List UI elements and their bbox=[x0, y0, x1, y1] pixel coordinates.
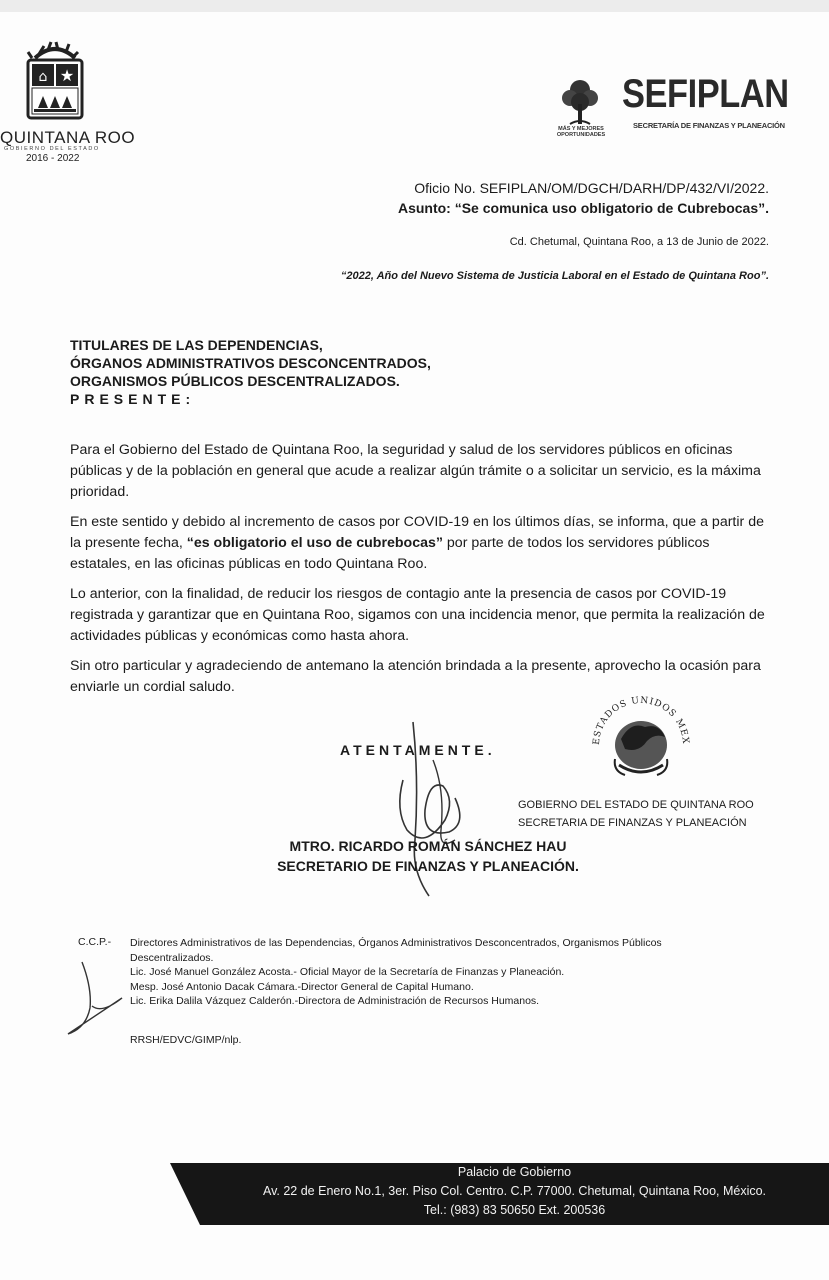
subject-line: Asunto: “Se comunica uso obligatorio de Cubrebocas”. bbox=[397, 200, 769, 216]
seal-text: ESTADOS UNIDOS MEX bbox=[591, 695, 691, 746]
svg-text:★: ★ bbox=[59, 66, 75, 85]
administration-years: 2016 - 2022 bbox=[26, 153, 80, 164]
footer-line: Palacio de Gobierno bbox=[457, 1165, 572, 1179]
initials-signature-icon bbox=[62, 958, 132, 1038]
state-name: QUINTANA ROO bbox=[0, 128, 136, 147]
mexican-coat-of-arms-icon bbox=[585, 683, 697, 795]
addressee-block bbox=[70, 336, 431, 408]
place-and-date: Cd. Chetumal, Quintana Roo, a 13 de Junio de 2022. bbox=[509, 236, 769, 248]
signer-title: SECRETARIO DE FINANZAS Y PLANEACIÓN. bbox=[277, 858, 579, 874]
paragraph-text: por parte de todos los servidores públicos estatales, en las oficinas públicas en todo Quintana Roo. bbox=[70, 535, 710, 572]
year-motto: “2022, Año del Nuevo Sistema de Justicia Laboral en el Estado de Quintana Roo”. bbox=[340, 270, 769, 282]
footer-address bbox=[200, 1163, 829, 1225]
seal-caption bbox=[518, 796, 754, 832]
body-paragraph-2 bbox=[70, 512, 770, 575]
svg-text:⌂: ⌂ bbox=[38, 69, 48, 85]
ccp-item: Descentralizados. bbox=[130, 951, 214, 964]
state-government-label: GOBIERNO DEL ESTADO bbox=[4, 146, 100, 152]
slogan-label: MÁS Y MEJORES OPORTUNIDADES bbox=[556, 126, 606, 138]
paragraph-text: En este sentido y debido al incremento de casos por COVID-19 en los últimos días, se informa, que a partir de la presente fecha, bbox=[70, 514, 764, 551]
ccp-item: Mesp. José Antonio Dacak Cámara.-Director General de Capital Humano. bbox=[130, 980, 474, 993]
footer-accent bbox=[170, 1163, 200, 1225]
ccp-list bbox=[130, 936, 810, 1009]
signer-name: MTRO. RICARDO ROMÁN SÁNCHEZ HAU bbox=[289, 838, 567, 854]
ccp-item: Lic. Erika Dalila Vázquez Calderón.-Directora de Administración de Recursos Humanos. bbox=[130, 995, 540, 1007]
body-paragraph-4: Sin otro particular y agradeciendo de antemano la atención brindada a la presente, aprovecho la ocasión para enviarle un cordial saludo. bbox=[70, 658, 761, 695]
tree-icon bbox=[556, 76, 604, 130]
seal-caption-line: GOBIERNO DEL ESTADO DE QUINTANA ROO bbox=[518, 799, 754, 811]
signer-block bbox=[253, 836, 603, 876]
ccp-item: Directores Administrativos de las Dependencias, Órganos Administrativos Desconcentrados, Organismos Públicos bbox=[130, 937, 662, 949]
addressee-line: ORGANISMOS PÚBLICOS DESCENTRALIZADOS. bbox=[70, 373, 400, 389]
state-coat-of-arms-icon bbox=[20, 40, 90, 130]
official-seal bbox=[585, 683, 697, 795]
addressee-line: TITULARES DE LAS DEPENDENCIAS, bbox=[70, 337, 323, 353]
atentamente-label: ATENTAMENTE. bbox=[340, 742, 496, 758]
scan-top-strip bbox=[0, 0, 829, 12]
body-paragraph-1: Para el Gobierno del Estado de Quintana Roo, la seguridad y salud de los servidores públicos en oficinas públicas y de la población en general que acude a realizar algún trámite o a solicitar un servicio, es la máxima prioridad. bbox=[70, 442, 761, 500]
ccp-item: Lic. José Manuel González Acosta.- Oficial Mayor de la Secretaría de Finanzas y Planeación. bbox=[130, 966, 565, 978]
oficio-number: Oficio No. SEFIPLAN/OM/DGCH/DARH/DP/432/VI/2022. bbox=[414, 180, 769, 196]
reference-initials: RRSH/EDVC/GIMP/nlp. bbox=[130, 1034, 242, 1046]
footer-line: Av. 22 de Enero No.1, 3er. Piso Col. Centro. C.P. 77000. Chetumal, Quintana Roo, México. bbox=[262, 1184, 767, 1198]
presente-label: PRESENTE: bbox=[70, 391, 196, 407]
addressee-line: ÓRGANOS ADMINISTRATIVOS DESCONCENTRADOS, bbox=[70, 355, 431, 371]
emphasis-text: “es obligatorio el uso de cubrebocas” bbox=[186, 535, 443, 551]
sefiplan-subtitle: SECRETARÍA DE FINANZAS Y PLANEACIÓN bbox=[633, 121, 785, 130]
footer-line: Tel.: (983) 83 50650 Ext. 200536 bbox=[423, 1203, 606, 1217]
body-paragraph-3: Lo anterior, con la finalidad, de reducir los riesgos de contagio ante la presencia de casos por COVID-19 registrada y garantizar que en Quintana Roo, sigamos con una incidencia menor, que permita la realización de actividades públicas y económicas como hasta ahora. bbox=[70, 586, 765, 644]
ccp-label: C.C.P.- bbox=[78, 936, 112, 948]
seal-caption-line: SECRETARIA DE FINANZAS Y PLANEACIÓN bbox=[518, 817, 747, 829]
sefiplan-logo-text: SEFIPLAN bbox=[622, 72, 789, 116]
